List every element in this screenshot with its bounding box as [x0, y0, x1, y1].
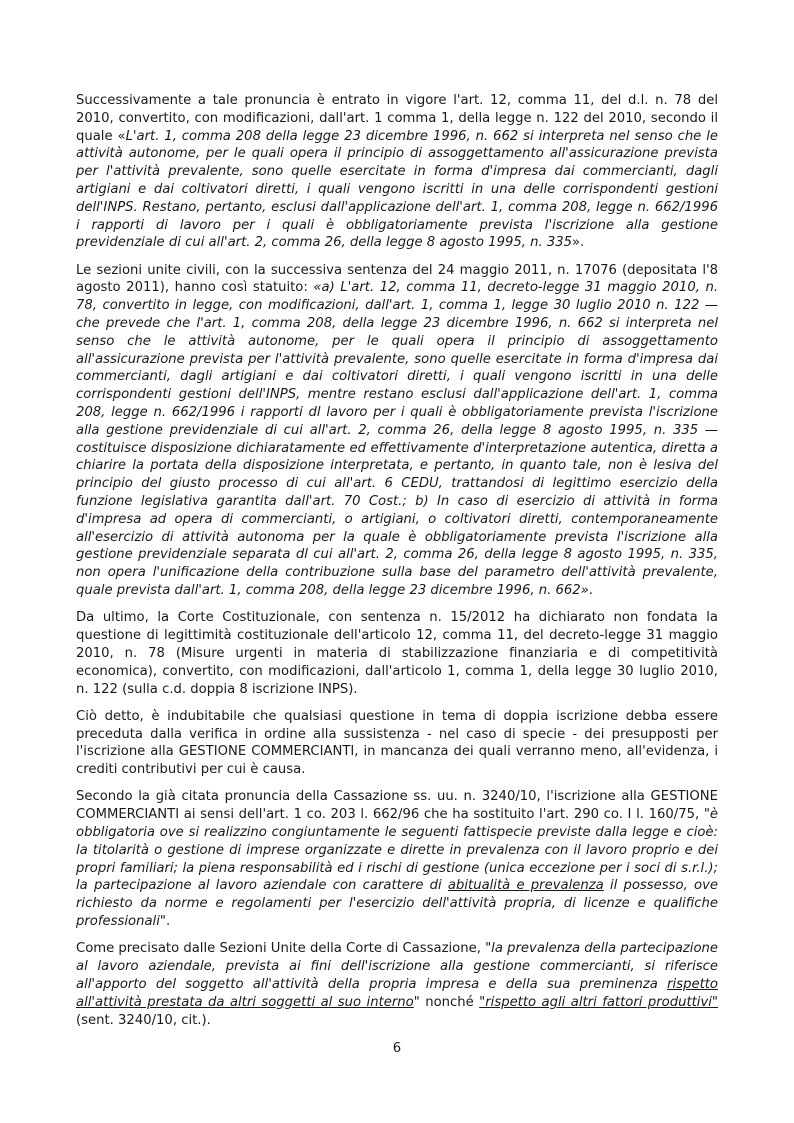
paragraph-1	[76, 92, 718, 252]
document-body	[76, 92, 718, 1029]
text-run: Come precisato dalle Sezioni Unite della Corte di Cassazione,	[76, 941, 486, 957]
text-run: .	[165, 914, 171, 930]
text-run: rispetto all'attività prestata da altri soggetti al suo interno	[76, 976, 718, 1010]
text-run: Le sezioni unite civili, con la successiva sentenza del 24 maggio 2011, n. 17076 (depositata l'8 agosto 2011), hanno così statuito:	[76, 262, 718, 296]
paragraph-6	[76, 940, 718, 1029]
text-run: nonché	[419, 994, 480, 1010]
paragraph-5	[76, 788, 718, 930]
text-run: "la prevalenza della partecipazione al lavoro aziendale, prevista ai fini dell'iscrizione alla gestione commercianti, si riferisce all'apporto del soggetto all'attività della propria impresa e della sua preminenza	[76, 941, 718, 992]
text-run: «a) L'art. 12, comma 11, decreto-legge 31 maggio 2010, n. 78, convertito in legge, con modificazioni, dall'art. 1, comma 1, legge 30 luglio 2010 n. 122 — che prevede che l'art. 1, comma 208, della legge 23 dicembre 1996, n. 662 si interpreta nel senso che le attività autonome, per le quali opera il principio di assoggettamento all'assicurazione prevista per l'attività prevalente, sono quelle esercitate in forma d'impresa dai commercianti, dagli artigiani e dai coltivatori diretti, i quali vengono iscritti in una delle corrispondenti gestioni dell'INPS, mentre restano esclusi dall'applicazione dell'art. 1, comma 208, legge n. 662/1996 i rapporti dl lavoro per i quali è obbligatoriamente prevista l'iscrizione alla gestione previdenziale di cui all'art. 2, comma 26, della legge 8 agosto 1995, n. 335 — costituisce disposizione dichiaratamente ed effettivamente d'interpretazione autentica, diretta a chiarire la portata della disposizione interpretata, e pertanto, in quanto tale, non è lesiva del principio del giusto processo di cui all'art. 6 CEDU, trattandosi di legittimo esercizio della funzione legislativa garantita dall'art. 70 Cost.; b) In caso di esercizio di attività in forma d'impresa ad opera di commercianti, o artigiani, o coltivatori diretti, contemporaneamente all'esercizio di attività autonoma per la quale è obbligatoriamente prevista l'iscrizione alla gestione previdenziale separata dl cui all'art. 2, comma 26, della legge 8 agosto 1995, n. 335, non opera l'unificazione della contribuzione sulla base del parametro dell'attività prevalente, quale prevista dall'art. 1, comma 208, della legge 23 dicembre 1996, n. 662»	[76, 280, 719, 599]
text-run: Da ultimo, la Corte Costituzionale, con sentenza n. 15/2012 ha dichiarato non fondata la questione di legittimità costituzionale dell'articolo 12, comma 11, del decreto-legge 31 maggio 2010, n. 78 (Misure urgenti in materia di stabilizzazione finanziaria e di competitività economica), convertito, con modificazioni, dall'articolo 1, comma 1, della legge 30 luglio 2010, n. 122 (sulla c.d. doppia 8 iscrizione INPS).	[76, 610, 718, 697]
text-run: ».	[572, 235, 585, 251]
paragraph-3	[76, 609, 718, 698]
page-number: 6	[392, 1041, 402, 1056]
text-run: Successivamente a tale pronuncia è entrato in vigore l'art. 12, comma 11, del d.l. n. 78 del 2010, convertito, con modificazioni, dall'art. 1 comma 1, della legge n. 122 del 2010, secondo il quale «	[76, 93, 718, 144]
paragraph-4	[76, 708, 718, 779]
text-run: .	[588, 583, 593, 599]
text-run: L'art. 1, comma 208 della legge 23 dicembre 1996, n. 662 si interpreta nel senso che le attività autonome, per le quali opera il principio di assoggettamento all'assicurazione prevista per l'attività prevalente, sono quelle esercitate in forma d'impresa dai commercianti, dagli artigiani e dai coltivatori diretti, i quali vengono iscritti in una delle corrispondenti gestioni dell'INPS. Restano, pertanto, esclusi dall'applicazione dell'art. 1, comma 208, legge n. 662/1996 i rapporti di lavoro per i quali è obbligatoriamente prevista l'iscrizione alla gestione previdenziale di cui all'art. 2, comma 26, della legge 8 agosto 1995, n. 335	[76, 128, 718, 251]
text-run: (sent. 3240/10, cit.).	[76, 1012, 211, 1028]
text-run: il possesso, ove richiesto da norme e regolamenti per l'esercizio dell'attività propria, di licenze e qualifiche professionali"	[76, 878, 718, 930]
text-run: "rispetto agli altri fattori produttivi"	[479, 994, 718, 1010]
text-run: abitualità e prevalenza	[447, 878, 604, 894]
text-run: Secondo la già citata pronuncia della Cassazione ss. uu. n. 3240/10, l'iscrizione alla GESTIONE COMMERCIANTI ai sensi dell'art. 1 co. 203 l. 662/96 che ha sostituito l'art. 290 co. I l. 160/75,	[76, 789, 718, 823]
paragraph-2	[76, 262, 718, 600]
text-run: Ciò detto, è indubitabile che qualsiasi questione in tema di doppia iscrizione debba essere preceduta dalla verifica in ordine alla sussistenza - nel caso di specie - dei presupposti per l'iscrizione alla GESTIONE COMMERCIANTI, in mancanza dei quali verranno meno, all'evidenza, i crediti contributivi per cui è causa.	[76, 708, 718, 778]
text-run: "è obbligatoria ove si realizzino congiuntamente le seguenti fattispecie previste dalla legge e cioè: la titolarità o gestione di imprese organizzate e dirette in prevalenza con il lavoro proprio e dei propri familiari; la piena responsabilità ed i rischi di gestione (unica eccezione per i soci di s.r.l.); la partecipazione al lavoro aziendale con carattere di	[76, 807, 718, 894]
text-run: "	[413, 994, 420, 1010]
